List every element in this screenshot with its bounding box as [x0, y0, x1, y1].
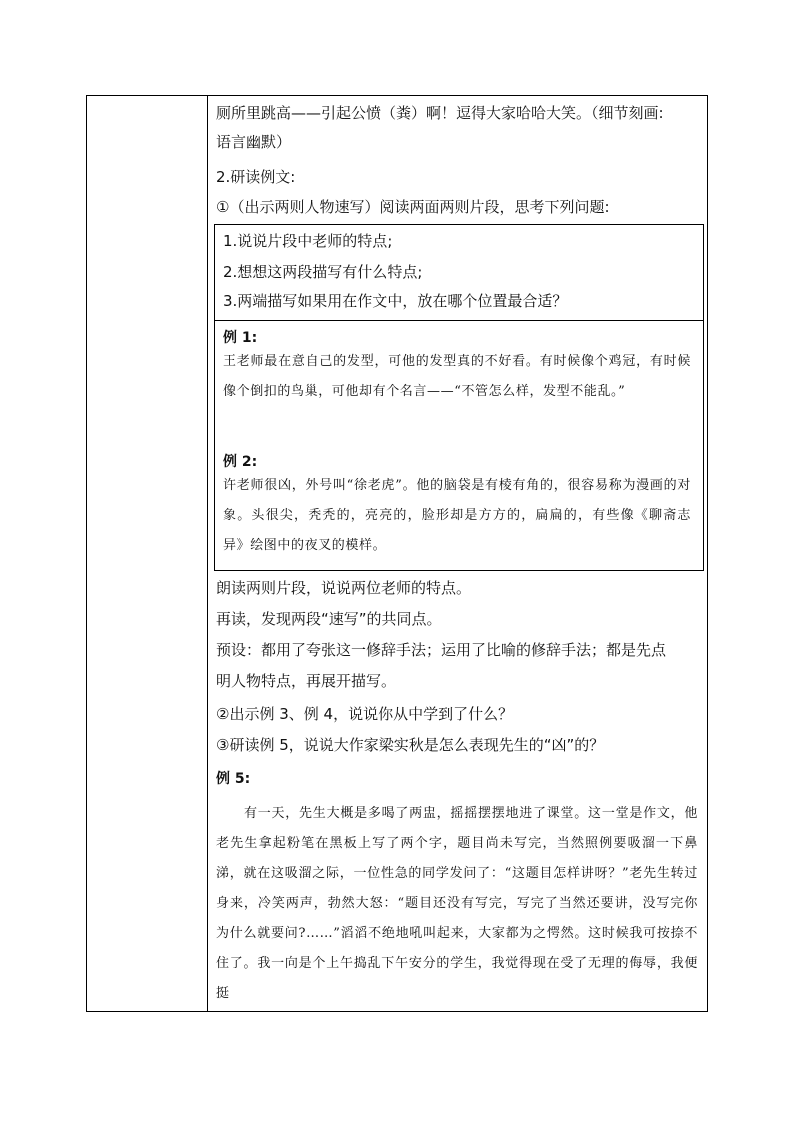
paragraph-line: 预设：都用了夸张这一修辞手法；运用了比喻的修辞手法；都是先点 [216, 641, 667, 659]
question-item: 1.说说片段中老师的特点; [223, 232, 393, 250]
paragraph-line: ②出示例 3、例 4，说说你从中学到了什么？ [216, 705, 514, 723]
section-heading: 2.研读例文: [216, 168, 296, 186]
paragraph-line: 再读，发现两段“速写”的共同点。 [216, 610, 442, 628]
example-text: 有一天，先生大概是多喝了两盅，摇摇摆摆地进了课堂。这一堂是作文，他老先生拿起粉笔在黑板上写了两个字，题目尚未写完，当然照例要吸溜一下鼻涕，就在这吸溜之际，一位性急的同学发问了：“这题目怎样讲呀？”老先生转过身来，冷笑两声，勃然大怒：“题目还没有写完，写完了当然还要讲，没写完你为什么就要问?……”滔滔不绝地吼叫起来，大家都为之愕然。这时候我可按捺不住了。我一向是个上午捣乱下午安分的学生，我觉得现在受了无理的侮辱，我便挺 [216, 806, 698, 1001]
lesson-table [86, 95, 708, 1012]
table-left-column [87, 96, 208, 1011]
questions-box [214, 224, 704, 320]
paragraph-line: 明人物特点，再展开描写。 [216, 672, 397, 690]
question-item: 3.两端描写如果用在作文中，放在哪个位置最合适？ [223, 292, 568, 310]
examples-box [214, 320, 704, 571]
table-content-column [216, 96, 704, 1011]
example-text: 许老师很凶，外号叫“徐老虎”。他的脑袋是有棱有角的，很容易称为漫画的对象。头很尖，秃秃的，亮亮的，脸形却是方方的，扁扁的，有些像《聊斋志异》绘图中的夜叉的模样。 [223, 478, 691, 553]
step-instruction: ①（出示两则人物速写）阅读两面两则片段，思考下列问题: [216, 198, 610, 216]
example-label: 例 1: [223, 330, 258, 346]
example-label: 例 2: [223, 454, 258, 470]
example-text: 王老师最在意自己的发型，可他的发型真的不好看。有时候像个鸡冠，有时候像个倒扣的鸟巢，可他却有个名言——“不管怎么样，发型不能乱。” [223, 354, 691, 399]
question-item: 2.想想这两段描写有什么特点; [223, 263, 423, 281]
paragraph-line: ③研读例 5，说说大作家梁实秋是怎么表现先生的“凶”的？ [216, 736, 605, 754]
example-label: 例 5: [216, 771, 251, 787]
paragraph-line: 厕所里跳高——引起公愤（粪）啊！逗得大家哈哈大笑。（细节刻画: [216, 104, 664, 122]
paragraph-line: 语言幽默） [216, 133, 292, 151]
paragraph-line: 朗读两则片段，说说两位老师的特点。 [216, 579, 472, 597]
